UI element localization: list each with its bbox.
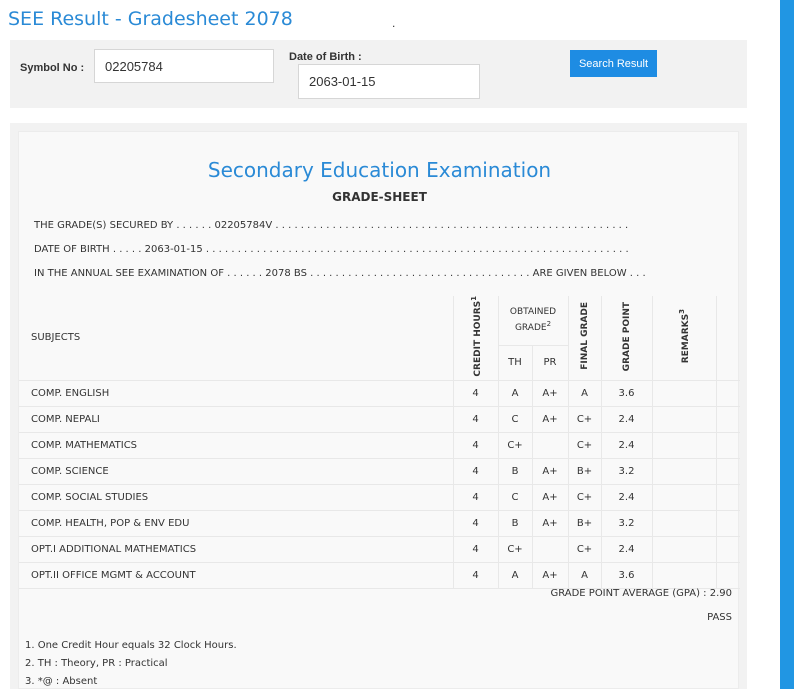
spacer-cell	[716, 510, 740, 536]
final-grade-cell: B+	[568, 458, 601, 484]
credit-hours-cell: 4	[453, 406, 498, 432]
grades-table	[19, 296, 740, 589]
pr-grade-cell: A+	[532, 562, 568, 588]
grade-point-cell: 3.2	[601, 458, 652, 484]
secured-by-line: THE GRADE(S) SECURED BY . . . . . . 02205784V . . . . . . . . . . . . . . . . . . . . . . . . . . . . . . . . . . . . . . . . . . . . . . . . . . . . . . . .	[34, 220, 629, 231]
pr-grade-cell: A+	[532, 484, 568, 510]
remarks-cell	[652, 484, 716, 510]
note-3: 3. *@ : Absent	[25, 676, 98, 687]
credit-hours-cell: 4	[453, 536, 498, 562]
symbol-no-label: Symbol No :	[20, 62, 85, 74]
credit-hours-cell: 4	[453, 380, 498, 406]
symbol-no-input[interactable]	[94, 49, 274, 83]
grade-point-cell: 2.4	[601, 484, 652, 510]
table-row	[19, 484, 740, 510]
stray-dot: .	[392, 16, 396, 30]
grade-point-cell: 3.2	[601, 510, 652, 536]
header-subjects: SUBJECTS	[19, 296, 453, 380]
spacer-cell	[716, 406, 740, 432]
subject-cell: COMP. SOCIAL STUDIES	[19, 484, 453, 510]
table-row	[19, 510, 740, 536]
spacer-cell	[716, 562, 740, 588]
header-remarks: REMARKS$^3$	[652, 296, 716, 380]
final-grade-cell: C+	[568, 536, 601, 562]
credit-hours-cell: 4	[453, 432, 498, 458]
result-status: PASS	[707, 612, 732, 623]
final-grade-cell: C+	[568, 432, 601, 458]
remarks-cell	[652, 510, 716, 536]
grade-point-cell: 3.6	[601, 562, 652, 588]
exam-title: Secondary Education Examination	[207, 158, 552, 182]
credit-hours-cell: 4	[453, 458, 498, 484]
th-grade-cell: C	[498, 406, 532, 432]
grade-point-cell: 3.6	[601, 380, 652, 406]
remarks-cell	[652, 432, 716, 458]
table-row	[19, 380, 740, 406]
exam-line: IN THE ANNUAL SEE EXAMINATION OF . . . . . . 2078 BS . . . . . . . . . . . . . . . . . . . . . . . . . . . . . . . . . . . ARE GIVEN BELOW . . .	[34, 268, 646, 279]
remarks-cell	[652, 562, 716, 588]
spacer-cell	[716, 458, 740, 484]
search-result-button[interactable]: Search Result	[570, 50, 657, 77]
pr-grade-cell: A+	[532, 510, 568, 536]
th-grade-cell: C+	[498, 432, 532, 458]
grade-sheet-container	[10, 123, 747, 689]
th-grade-cell: A	[498, 380, 532, 406]
table-header-row	[19, 296, 740, 345]
subject-cell: COMP. ENGLISH	[19, 380, 453, 406]
grade-point-cell: 2.4	[601, 406, 652, 432]
pr-grade-cell	[532, 536, 568, 562]
remarks-cell	[652, 406, 716, 432]
grade-sheet	[18, 131, 739, 689]
credit-hours-cell: 4	[453, 510, 498, 536]
grade-point-cell: 2.4	[601, 432, 652, 458]
gpa-summary: GRADE POINT AVERAGE (GPA) : 2.90	[550, 588, 732, 599]
grade-sheet-title: GRADE-SHEET	[332, 190, 427, 204]
table-row	[19, 562, 740, 588]
header-pr: PR	[532, 345, 568, 380]
final-grade-cell: A	[568, 380, 601, 406]
spacer-cell	[716, 536, 740, 562]
spacer-cell	[716, 432, 740, 458]
dob-input[interactable]	[298, 64, 480, 99]
note-2: 2. TH : Theory, PR : Practical	[25, 658, 168, 669]
dob-line: DATE OF BIRTH . . . . . 2063-01-15 . . . . . . . . . . . . . . . . . . . . . . . . . . . . . . . . . . . . . . . . . . . . . . . . . . . . . . . . . . . . . . . . . . .	[34, 244, 629, 255]
spacer-cell	[716, 484, 740, 510]
grade-point-cell: 2.4	[601, 536, 652, 562]
table-row	[19, 432, 740, 458]
pr-grade-cell: A+	[532, 406, 568, 432]
pr-grade-cell	[532, 432, 568, 458]
remarks-cell	[652, 536, 716, 562]
search-panel	[10, 40, 747, 108]
credit-hours-cell: 4	[453, 484, 498, 510]
pr-grade-cell: A+	[532, 458, 568, 484]
th-grade-cell: C	[498, 484, 532, 510]
final-grade-cell: B+	[568, 510, 601, 536]
pr-grade-cell: A+	[532, 380, 568, 406]
dob-label: Date of Birth :	[289, 51, 362, 63]
header-th: TH	[498, 345, 532, 380]
table-row	[19, 406, 740, 432]
final-grade-cell: C+	[568, 484, 601, 510]
subject-cell: OPT.I ADDITIONAL MATHEMATICS	[19, 536, 453, 562]
th-grade-cell: B	[498, 510, 532, 536]
table-row	[19, 458, 740, 484]
subject-cell: COMP. MATHEMATICS	[19, 432, 453, 458]
credit-hours-cell: 4	[453, 562, 498, 588]
page-title: SEE Result - Gradesheet 2078	[8, 8, 293, 30]
th-grade-cell: C+	[498, 536, 532, 562]
remarks-cell	[652, 458, 716, 484]
th-grade-cell: A	[498, 562, 532, 588]
th-grade-cell: B	[498, 458, 532, 484]
final-grade-cell: A	[568, 562, 601, 588]
subject-cell: COMP. NEPALI	[19, 406, 453, 432]
subject-cell: COMP. SCIENCE	[19, 458, 453, 484]
table-row	[19, 536, 740, 562]
header-credit-hours: CREDIT HOURS$^1$	[453, 296, 498, 380]
header-grade-point: GRADE POINT	[601, 296, 652, 380]
final-grade-cell: C+	[568, 406, 601, 432]
note-1: 1. One Credit Hour equals 32 Clock Hours.	[25, 640, 237, 651]
subject-cell: COMP. HEALTH, POP & ENV EDU	[19, 510, 453, 536]
right-accent-bar	[780, 0, 794, 689]
header-final-grade: FINAL GRADE	[568, 296, 601, 380]
spacer-cell	[716, 380, 740, 406]
header-obtained-grade: OBTAINED GRADE$^2$	[498, 296, 568, 345]
remarks-cell	[652, 380, 716, 406]
subject-cell: OPT.II OFFICE MGMT & ACCOUNT	[19, 562, 453, 588]
